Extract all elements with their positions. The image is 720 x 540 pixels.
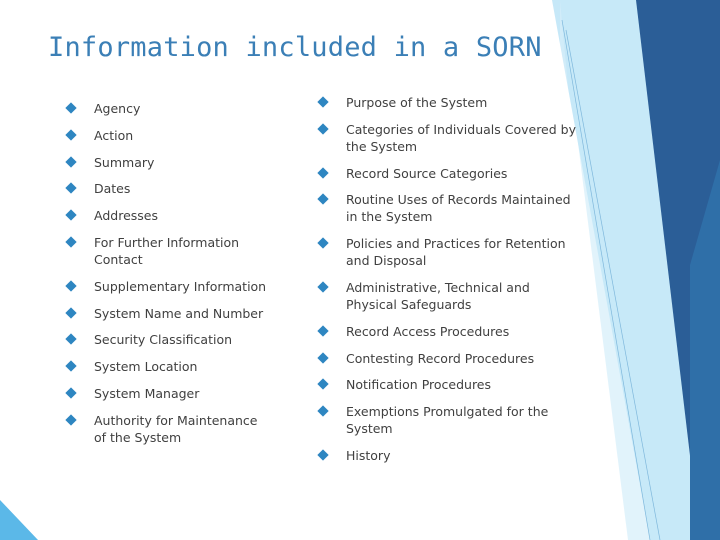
bullet-item: [66, 358, 271, 375]
bullet-item: [318, 403, 580, 437]
bullet-item: [318, 191, 580, 225]
bullet-label: For Further Information Contact: [94, 234, 240, 267]
bullet-label: Dates: [94, 181, 131, 197]
diamond-bullet-icon: [65, 307, 76, 318]
bullet-label: Record Access Procedures: [346, 323, 510, 339]
diamond-bullet-icon: [65, 280, 76, 291]
bullet-item: [318, 376, 580, 393]
diamond-bullet-icon: [65, 334, 76, 345]
bullet-label: System Location: [94, 359, 198, 375]
bullet-label: History: [346, 447, 391, 463]
bullet-item: [66, 100, 271, 117]
diamond-bullet-icon: [317, 123, 328, 134]
diamond-bullet-icon: [317, 379, 328, 390]
diamond-bullet-icon: [65, 387, 76, 398]
diamond-bullet-icon: [317, 352, 328, 363]
bullet-item: [318, 279, 580, 313]
diamond-bullet-icon: [317, 325, 328, 336]
bullet-label: Policies and Practices for Retention and Disposal: [346, 236, 566, 269]
diamond-bullet-icon: [65, 414, 76, 425]
bullet-label: Notification Procedures: [346, 377, 492, 393]
bullet-label: Authority for Maintenance of the System: [94, 412, 258, 445]
bullet-item: [66, 180, 271, 197]
bullet-item: [318, 165, 580, 182]
bullet-label: Routine Uses of Records Maintained in the System: [346, 192, 571, 225]
bullet-item: [66, 331, 271, 348]
diamond-bullet-icon: [317, 449, 328, 460]
bullet-label: Supplementary Information: [94, 278, 267, 294]
bullet-item: [66, 385, 271, 402]
bullet-item: [66, 412, 271, 446]
diamond-bullet-icon: [317, 406, 328, 417]
diamond-bullet-icon: [317, 238, 328, 249]
diamond-bullet-icon: [317, 167, 328, 178]
diamond-bullet-icon: [317, 281, 328, 292]
slide-title: Information included in a SORN: [48, 32, 542, 63]
bullet-label: Contesting Record Procedures: [346, 350, 535, 366]
diamond-bullet-icon: [65, 129, 76, 140]
bullet-item: [318, 121, 580, 155]
bullet-item: [66, 278, 271, 295]
bullet-item: [66, 127, 271, 144]
bullet-item: [66, 234, 271, 268]
diamond-bullet-icon: [65, 210, 76, 221]
diamond-bullet-icon: [65, 156, 76, 167]
bullet-item: [318, 323, 580, 340]
bullet-item: [318, 94, 580, 111]
bullet-label: System Manager: [94, 385, 200, 401]
bullet-label: Purpose of the System: [346, 95, 488, 110]
bullet-item: [66, 305, 271, 322]
bullet-label: Categories of Individuals Covered by the System: [346, 121, 576, 154]
bullet-label: System Name and Number: [94, 305, 264, 321]
bullet-item: [318, 447, 580, 464]
bullet-item: [66, 154, 271, 171]
diamond-bullet-icon: [65, 102, 76, 113]
diamond-bullet-icon: [65, 361, 76, 372]
right-bullet-list: [318, 94, 580, 474]
bullet-label: Agency: [94, 101, 141, 116]
bullet-label: Record Source Categories: [346, 165, 508, 181]
bullet-label: Administrative, Technical and Physical Safeguards: [346, 279, 530, 312]
bullet-item: [318, 235, 580, 269]
diamond-bullet-icon: [317, 96, 328, 107]
bullet-label: Exemptions Promulgated for the System: [346, 404, 549, 437]
bullet-label: Security Classification: [94, 332, 233, 348]
left-bullet-list: [66, 100, 271, 456]
bullet-label: Addresses: [94, 208, 158, 224]
diamond-bullet-icon: [65, 236, 76, 247]
bullet-item: [66, 207, 271, 224]
bullet-label: Action: [94, 127, 134, 143]
diamond-bullet-icon: [65, 183, 76, 194]
bullet-label: Summary: [94, 154, 155, 170]
diamond-bullet-icon: [317, 194, 328, 205]
bullet-item: [318, 350, 580, 367]
